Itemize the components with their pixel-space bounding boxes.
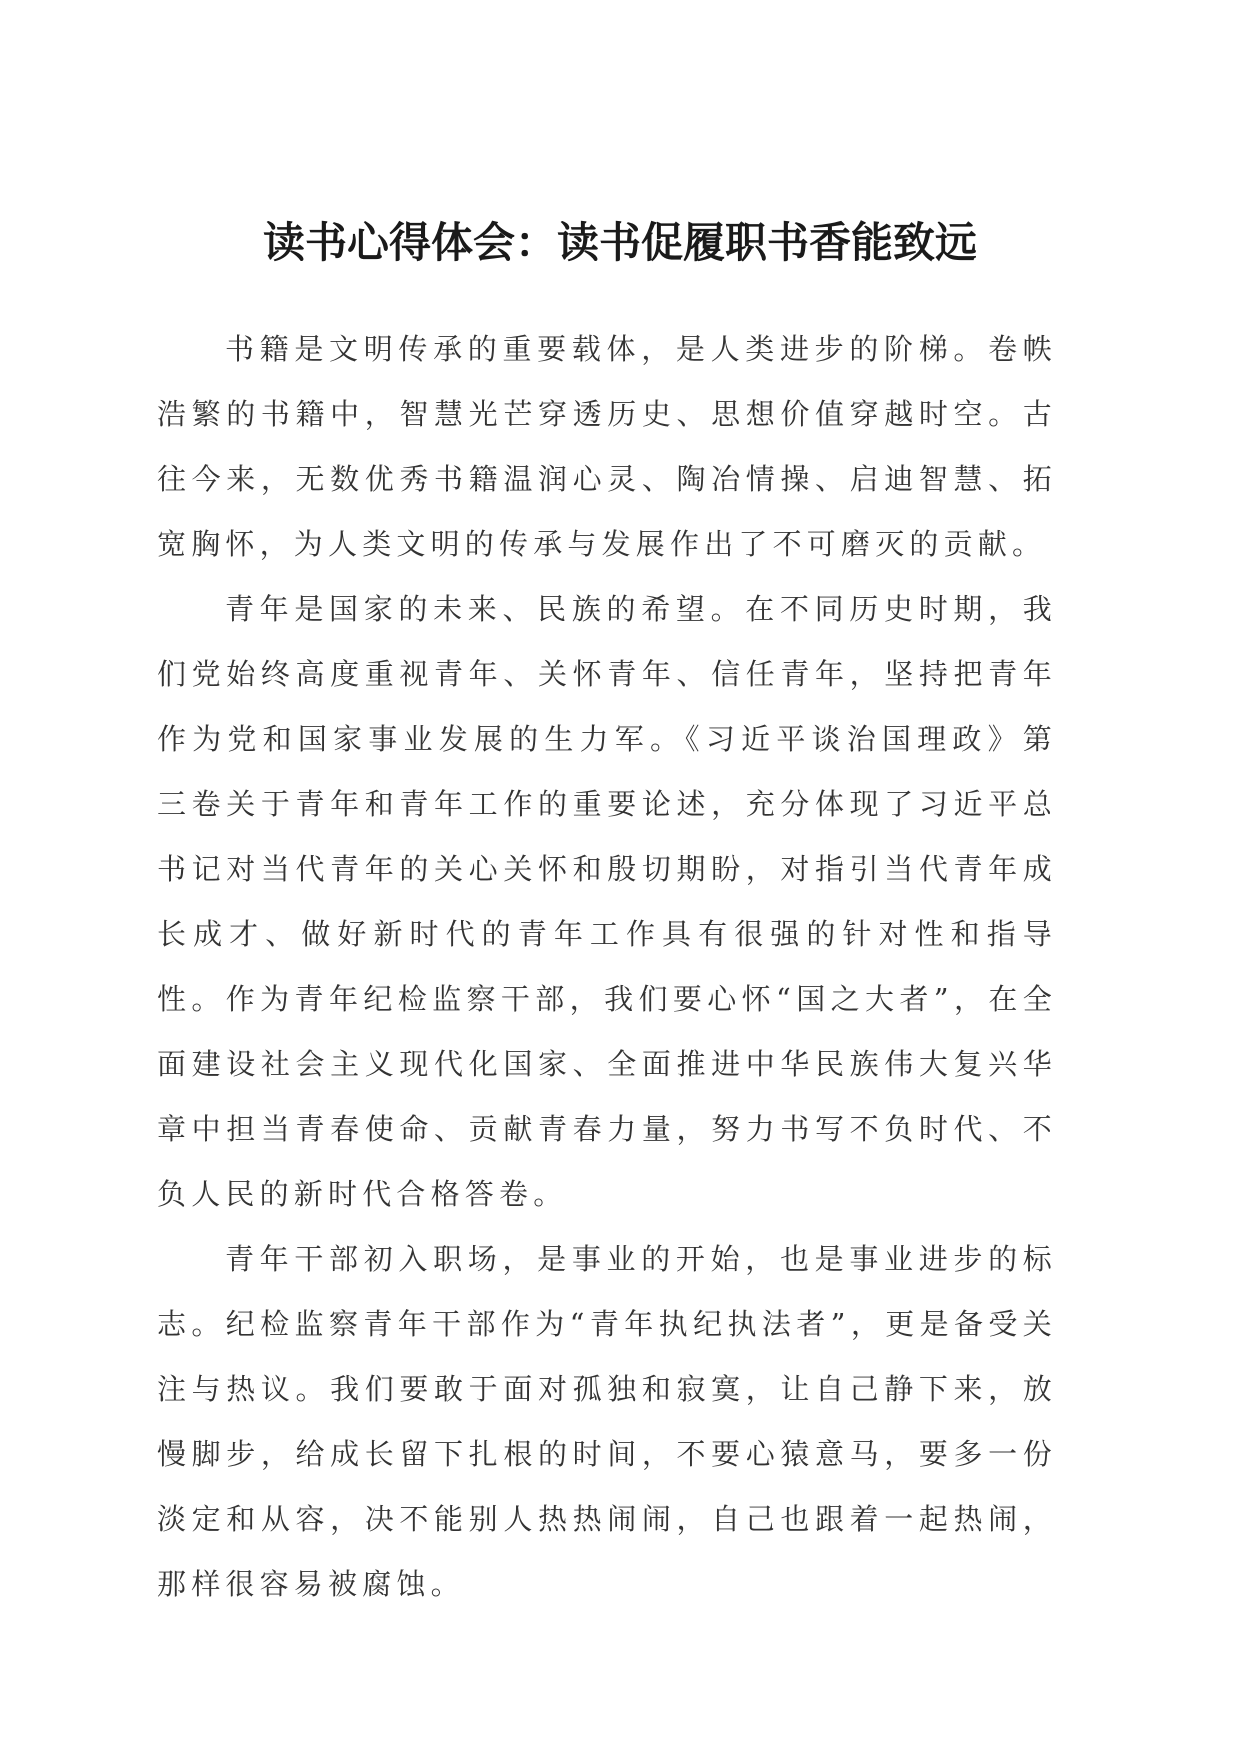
document-title: 读书心得体会：读书促履职书香能致远: [262, 218, 977, 267]
paragraph-1: 书籍是文明传承的重要载体，是人类进步的阶梯。卷帙浩繁的书籍中，智慧光芒穿透历史、思想价值穿越时空。古往今来，无数优秀书籍温润心灵、陶冶情操、启迪智慧、拓宽胸怀，为人类文明的传承与发展作出了不可磨灭的贡献。: [157, 332, 1057, 561]
document-body: [157, 317, 1057, 1617]
paragraph-2: 青年是国家的未来、民族的希望。在不同历史时期，我们党始终高度重视青年、关怀青年、信任青年，坚持把青年作为党和国家事业发展的生力军。《习近平谈治国理政》第三卷关于青年和青年工作的重要论述，充分体现了习近平总书记对当代青年的关心关怀和殷切期盼，对指引当代青年成长成才、做好新时代的青年工作具有很强的针对性和指导性。作为青年纪检监察干部，我们要心怀“国之大者”，在全面建设社会主义现代化国家、全面推进中华民族伟大复兴华章中担当青春使命、贡献青春力量，努力书写不负时代、不负人民的新时代合格答卷。: [157, 592, 1057, 1211]
paragraph-3: 青年干部初入职场，是事业的开始，也是事业进步的标志。纪检监察青年干部作为“青年执纪执法者”，更是备受关注与热议。我们要敢于面对孤独和寂寞，让自己静下来，放慢脚步，给成长留下扎根的时间，不要心猿意马，要多一份淡定和从容，决不能别人热热闹闹，自己也跟着一起热闹，那样很容易被腐蚀。: [157, 1242, 1057, 1601]
